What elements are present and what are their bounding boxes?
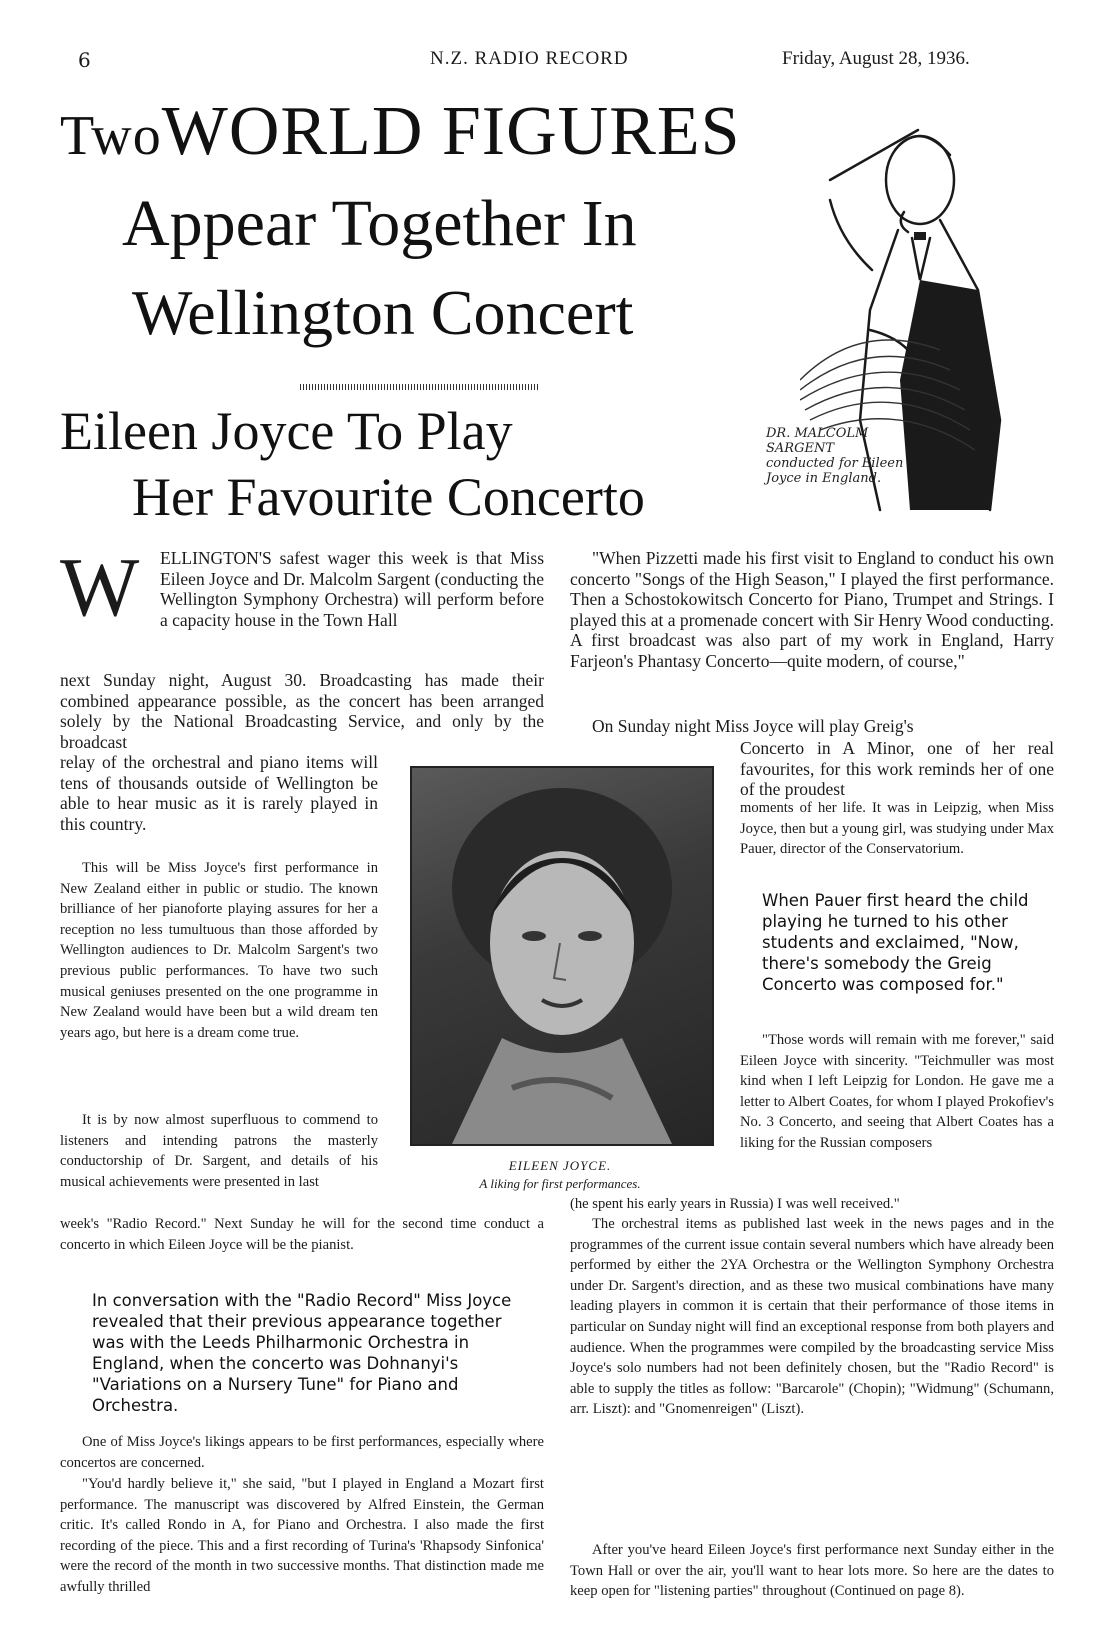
masthead: N.Z. RADIO RECORD [430,48,629,69]
superfluous-paragraph-wide: week's "Radio Record." Next Sunday he will for the second time conduct a concerto in which Eileen Joyce will be the pianist. [60,1216,544,1253]
subhead-line-2: Her Favourite Concerto [132,467,645,527]
photo-caption-text: A liking for first performances. [479,1176,641,1191]
headline-line-3: Wellington Concert [132,277,634,348]
pull-quote-dohnanyi: In conversation with the "Radio Record" Miss Joyce revealed that their previous appearance together was with the Leeds Philharmonic Orchestra in England, when the concerto was Dohnanyi's "Variations on a Nursery Tune" for Piano and Orchestra. [92,1291,512,1415]
greig-paragraph-narrow: Concerto in A Minor, one of her real favourites, for this work reminds her of one of the proudest [740,738,1054,799]
issue-date: Friday, August 28, 1936. [782,48,970,69]
orchestral-paragraph: The orchestral items as published last week in the news pages and in the programmes of the current issue contain several numbers which have already been performed by either the 2YA Orchestra or the Wellington Symphony Orchestra under Dr. Sargent's direction, and as these two musical combinations have many leading players in common it is certain that their performance of those items in particular on Sunday night will find an exceptional response from both players and audience. When the programmes were compiled by the broadcasting service Miss Joyce's solo numbers had not been definitely chosen, but the "Radio Record" is able to supply the titles as follow: "Barcarole" (Chopin); "Widmung" (Schumann, arr. Liszt): and "Gnomenreigen" (Liszt). [570,1216,1054,1418]
subhead-line-1: Eileen Joyce To Play [60,401,513,461]
portrait-photo-icon [410,766,714,1146]
headline-world-figures: WORLD FIGURES [161,93,741,170]
first-performance-paragraph: This will be Miss Joyce's first performance in New Zealand either in public or studio. The known brilliance of her pianoforte playing assures for her a reception no less tumultuous than those afforded by Wellington audiences to Dr. Malcolm Sargent's two previous public performances. To have two such musical geniuses presented on the one programme in New Zealand would have been but a wild dream ten years ago, but here is a dream come true. [60,860,378,1041]
those-words-paragraph: "Those words will remain with me forever," said Eileen Joyce with sincerity. "Teichmuller was most kind when I left Leipzig for London. He gave me a letter to Albert Coates, for whom I played Prokofiev's No. 3 Concerto, and seeing that Albert Coates has a liking for the Russian composers [740,1032,1054,1151]
mozart-paragraph: "You'd hardly believe it," she said, "but I played in England a Mozart first performance. The manuscript was discovered by Alfred Einstein, the German critic. It's called Rondo in A, for Piano and Orchestra. I also made the first recording of the piece. This and a first recording of Turina's 'Rhapsody Sinfonica' were the record of the month in two successive months. That distinction made me awfully thrilled [60,1476,544,1595]
intro-paragraph-wide: next Sunday night, August 30. Broadcasting has made their combined appearance possible, as the concert has been arranged solely by the National Broadcasting Service, and only by the broadcast [60,670,544,752]
greig-paragraph-small: moments of her life. It was in Leipzig, when Miss Joyce, then but a young girl, was studying under Max Pauer, director of the Conservatorium. [740,800,1054,858]
drop-cap: W [60,541,140,634]
ornament-divider [300,384,540,390]
intro-paragraph-narrow: relay of the orchestral and piano items will tens of thousands outside of Wellington be able to hear music as it is rarely played in this country. [60,752,378,834]
greig-paragraph-wide: On Sunday night Miss Joyce will play Greig's [592,716,914,736]
headline-line-1 [60,92,741,172]
those-words-paragraph-wide: (he spent his early years in Russia) I was well received." [570,1196,900,1212]
pizzetti-paragraph: "When Pizzetti made his first visit to England to conduct his own concerto "Songs of the High Season," I played the first performance. Then a Schostokowitsch Concerto for Piano, Trumpet and Strings. I played this at a promenade concert with Sir Henry Wood conducting. A first broadcast was also part of my work in England, Harry Farjeon's Phantasy Concerto—quite modern, of course," [570,548,1054,671]
page-number: 6 [78,48,91,72]
after-paragraph: After you've heard Eileen Joyce's first performance next Sunday either in the Town Hall or over the air, you'll want to hear lots more. So here are the dates to keep open for "listening parties" throughout (Continued on page 8). [570,1542,1054,1600]
caricature-caption: DR. MALCOLM SARGENT conducted for Eileen Joyce in England. [766,426,904,486]
headline-line-2: Appear Together In [122,187,637,260]
likings-paragraph: One of Miss Joyce's likings appears to be first performances, especially where concertos are concerned. [60,1434,544,1471]
pull-quote-pauer: When Pauer first heard the child playing he turned to his other students and exclaimed, "Now, there's somebody the Greig Concerto was composed for." [762,891,1029,994]
intro-paragraph-start: ELLINGTON'S safest wager this week is that Miss Eileen Joyce and Dr. Malcolm Sargent (conducting the Wellington Symphony Orchestra) will perform before a capacity house in the Town Hall [160,548,544,630]
headline-two: Two [60,105,162,167]
superfluous-paragraph: It is by now almost superfluous to commend to listeners and intending patrons the masterly conductorship of Dr. Sargent, and details of his musical achievements were presented in last [60,1112,378,1190]
photo-caption-name: EILEEN JOYCE. [508,1158,612,1173]
